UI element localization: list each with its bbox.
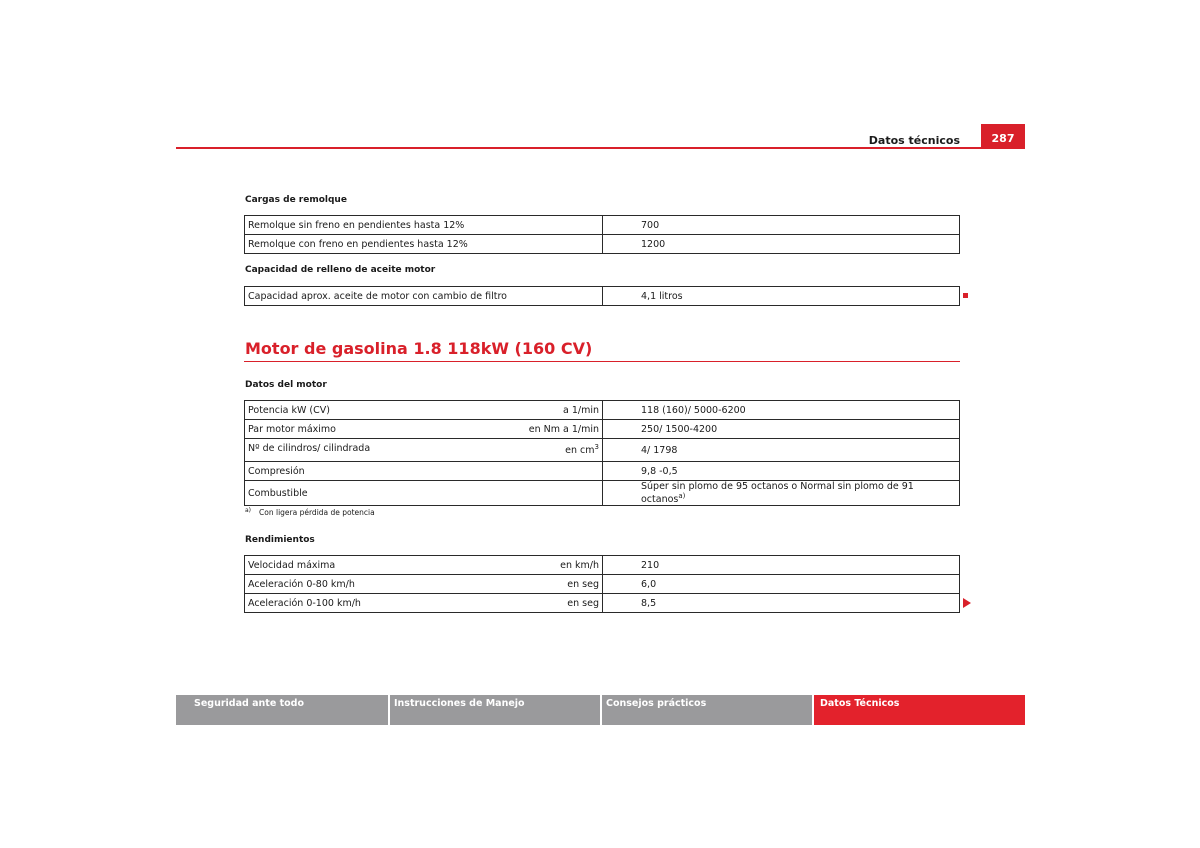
row-label: Par motor máximo <box>248 423 336 435</box>
row-label: Compresión <box>248 465 305 477</box>
row-label-cell <box>245 594 603 613</box>
table-row <box>245 481 960 506</box>
row-value: 4,1 litros <box>603 287 960 306</box>
row-label-cell <box>245 462 603 481</box>
main-heading: Motor de gasolina 1.8 118kW (160 CV) <box>245 339 593 358</box>
row-label: Remolque sin freno en pendientes hasta 12% <box>245 216 603 235</box>
row-label-cell <box>245 481 603 506</box>
table-row <box>245 420 960 439</box>
footnote <box>245 508 375 517</box>
section-label-aceite: Capacidad de relleno de aceite motor <box>245 265 436 275</box>
row-value: 250/ 1500-4200 <box>603 420 960 439</box>
row-value: Súper sin plomo de 95 octanos o Normal sin plomo de 91 octanos <box>641 481 914 506</box>
row-value: 118 (160)/ 5000-6200 <box>603 401 960 420</box>
row-label: Capacidad aprox. aceite de motor con cambio de filtro <box>245 287 603 306</box>
row-unit: en seg <box>567 597 599 609</box>
row-unit: en seg <box>567 578 599 590</box>
row-value: 4/ 1798 <box>603 439 960 462</box>
section-label-rendimientos: Rendimientos <box>245 535 315 545</box>
table-row <box>245 401 960 420</box>
nav-tab-instrucciones[interactable]: Instrucciones de Manejo <box>390 695 600 725</box>
row-label-cell <box>245 401 603 420</box>
nav-tab-consejos[interactable]: Consejos prácticos <box>602 695 812 725</box>
table-row <box>245 287 960 306</box>
row-label: Aceleración 0-80 km/h <box>248 578 355 590</box>
row-label-cell <box>245 575 603 594</box>
row-value-cell <box>603 481 960 506</box>
section-label-motor: Datos del motor <box>245 380 327 390</box>
nav-tab-seguridad[interactable]: Seguridad ante todo <box>176 695 388 725</box>
row-unit: en Nm a 1/min <box>528 423 599 435</box>
row-value: 210 <box>603 556 960 575</box>
row-unit-sup: 3 <box>594 443 599 452</box>
row-value: 700 <box>603 216 960 235</box>
table-row <box>245 462 960 481</box>
end-of-section-marker <box>963 293 968 298</box>
table-row <box>245 575 960 594</box>
row-unit: en cm <box>565 445 595 457</box>
footnote-mark: a) <box>245 507 252 514</box>
row-unit: a 1/min <box>562 404 599 416</box>
row-label-cell <box>245 420 603 439</box>
row-label: Combustible <box>248 487 308 499</box>
row-value: 8,5 <box>603 594 960 613</box>
row-label: Potencia kW (CV) <box>248 404 330 416</box>
table-row <box>245 439 960 462</box>
row-label: Nº de cilindros/ cilindrada <box>248 443 371 455</box>
page-header-title: Datos técnicos <box>868 134 960 147</box>
row-label: Velocidad máxima <box>248 559 336 571</box>
next-page-arrow-icon[interactable] <box>963 598 971 608</box>
table-motor <box>244 400 960 506</box>
row-unit: en km/h <box>560 559 599 571</box>
header-rule <box>176 147 1025 149</box>
row-label: Remolque con freno en pendientes hasta 12% <box>245 235 603 254</box>
table-cargas <box>244 215 960 254</box>
row-value: 1200 <box>603 235 960 254</box>
row-label: Aceleración 0-100 km/h <box>248 597 361 609</box>
table-rendimientos <box>244 555 960 613</box>
row-value: 9,8 -0,5 <box>603 462 960 481</box>
page-number: 287 <box>981 124 1025 149</box>
row-label-cell <box>245 439 603 462</box>
section-label-cargas: Cargas de remolque <box>245 195 347 205</box>
row-label-cell <box>245 556 603 575</box>
table-row <box>245 594 960 613</box>
row-unit-wrap <box>565 443 599 456</box>
footer-nav <box>176 695 1025 725</box>
footnote-text: Con ligera pérdida de potencia <box>259 508 375 517</box>
heading-rule <box>244 361 960 362</box>
table-row <box>245 556 960 575</box>
footnote-ref: a) <box>678 492 686 500</box>
row-value: 6,0 <box>603 575 960 594</box>
table-row <box>245 235 960 254</box>
table-aceite <box>244 286 960 306</box>
nav-tab-datos-tecnicos[interactable]: Datos Técnicos <box>814 695 1025 725</box>
table-row <box>245 216 960 235</box>
